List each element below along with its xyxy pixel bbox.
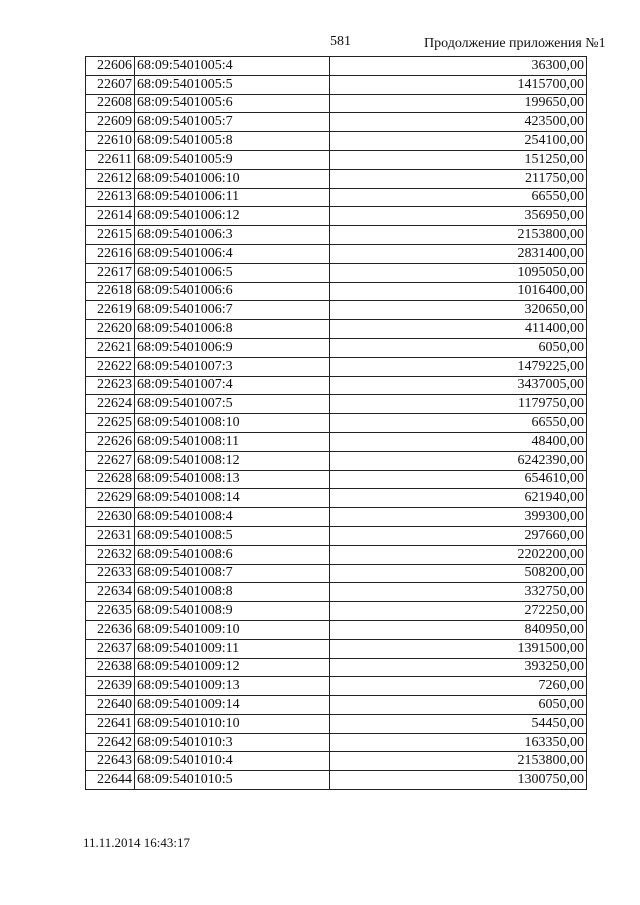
value-cell: 1300750,00 [330, 771, 587, 790]
cadastral-number-cell: 68:09:5401005:5 [135, 75, 330, 94]
value-cell: 2202200,00 [330, 545, 587, 564]
cadastral-number-cell: 68:09:5401008:5 [135, 526, 330, 545]
table-row [86, 639, 587, 658]
table-row [86, 752, 587, 771]
table-row [86, 602, 587, 621]
cadastral-number-cell: 68:09:5401009:12 [135, 658, 330, 677]
row-number-cell: 22635 [86, 602, 135, 621]
value-cell: 393250,00 [330, 658, 587, 677]
row-number-cell: 22634 [86, 583, 135, 602]
row-number-cell: 22629 [86, 489, 135, 508]
cadastral-number-cell: 68:09:5401006:6 [135, 282, 330, 301]
table-row [86, 301, 587, 320]
row-number-cell: 22620 [86, 320, 135, 339]
row-number-cell: 22612 [86, 169, 135, 188]
table-row [86, 357, 587, 376]
table-row [86, 207, 587, 226]
page-number: 581 [330, 34, 351, 49]
row-number-cell: 22614 [86, 207, 135, 226]
table-row [86, 282, 587, 301]
table-row [86, 545, 587, 564]
row-number-cell: 22631 [86, 526, 135, 545]
row-number-cell: 22632 [86, 545, 135, 564]
cadastral-number-cell: 68:09:5401009:10 [135, 620, 330, 639]
cadastral-number-cell: 68:09:5401006:7 [135, 301, 330, 320]
value-cell: 1415700,00 [330, 75, 587, 94]
row-number-cell: 22625 [86, 414, 135, 433]
value-cell: 411400,00 [330, 320, 587, 339]
table-row [86, 677, 587, 696]
value-cell: 3437005,00 [330, 376, 587, 395]
row-number-cell: 22611 [86, 150, 135, 169]
cadastral-number-cell: 68:09:5401008:14 [135, 489, 330, 508]
table-row [86, 75, 587, 94]
row-number-cell: 22633 [86, 564, 135, 583]
table-row [86, 94, 587, 113]
table-row [86, 414, 587, 433]
cadastral-number-cell: 68:09:5401009:13 [135, 677, 330, 696]
cadastral-number-cell: 68:09:5401008:6 [135, 545, 330, 564]
value-cell: 1391500,00 [330, 639, 587, 658]
cadastral-number-cell: 68:09:5401005:9 [135, 150, 330, 169]
value-cell: 2153800,00 [330, 226, 587, 245]
row-number-cell: 22616 [86, 244, 135, 263]
row-number-cell: 22610 [86, 132, 135, 151]
value-cell: 2153800,00 [330, 752, 587, 771]
cadastral-number-cell: 68:09:5401009:11 [135, 639, 330, 658]
value-cell: 6050,00 [330, 338, 587, 357]
table-row [86, 733, 587, 752]
row-number-cell: 22637 [86, 639, 135, 658]
cadastral-number-cell: 68:09:5401010:5 [135, 771, 330, 790]
cadastral-number-cell: 68:09:5401010:4 [135, 752, 330, 771]
cadastral-number-cell: 68:09:5401008:9 [135, 602, 330, 621]
cadastral-number-cell: 68:09:5401006:3 [135, 226, 330, 245]
row-number-cell: 22630 [86, 508, 135, 527]
row-number-cell: 22615 [86, 226, 135, 245]
value-cell: 1016400,00 [330, 282, 587, 301]
row-number-cell: 22626 [86, 432, 135, 451]
table-row [86, 526, 587, 545]
row-number-cell: 22642 [86, 733, 135, 752]
table-row [86, 714, 587, 733]
cadastral-number-cell: 68:09:5401007:3 [135, 357, 330, 376]
cadastral-number-cell: 68:09:5401006:11 [135, 188, 330, 207]
table-row [86, 169, 587, 188]
row-number-cell: 22623 [86, 376, 135, 395]
value-cell: 272250,00 [330, 602, 587, 621]
row-number-cell: 22609 [86, 113, 135, 132]
table-row [86, 376, 587, 395]
row-number-cell: 22641 [86, 714, 135, 733]
cadastral-number-cell: 68:09:5401007:5 [135, 395, 330, 414]
row-number-cell: 22621 [86, 338, 135, 357]
table-row [86, 188, 587, 207]
cadastral-number-cell: 68:09:5401005:8 [135, 132, 330, 151]
cadastral-number-cell: 68:09:5401008:13 [135, 470, 330, 489]
row-number-cell: 22624 [86, 395, 135, 414]
row-number-cell: 22644 [86, 771, 135, 790]
row-number-cell: 22607 [86, 75, 135, 94]
row-number-cell: 22617 [86, 263, 135, 282]
table-row [86, 113, 587, 132]
value-cell: 163350,00 [330, 733, 587, 752]
value-cell: 1479225,00 [330, 357, 587, 376]
value-cell: 1095050,00 [330, 263, 587, 282]
value-cell: 48400,00 [330, 432, 587, 451]
cadastral-number-cell: 68:09:5401006:10 [135, 169, 330, 188]
value-cell: 320650,00 [330, 301, 587, 320]
value-cell: 151250,00 [330, 150, 587, 169]
table-row [86, 583, 587, 602]
value-cell: 2831400,00 [330, 244, 587, 263]
table-row [86, 263, 587, 282]
row-number-cell: 22606 [86, 57, 135, 76]
cadastral-number-cell: 68:09:5401010:3 [135, 733, 330, 752]
cadastral-number-cell: 68:09:5401008:7 [135, 564, 330, 583]
value-cell: 254100,00 [330, 132, 587, 151]
value-cell: 423500,00 [330, 113, 587, 132]
value-cell: 840950,00 [330, 620, 587, 639]
table-row [86, 696, 587, 715]
cadastral-number-cell: 68:09:5401007:4 [135, 376, 330, 395]
print-timestamp: 11.11.2014 16:43:17 [83, 835, 191, 850]
row-number-cell: 22613 [86, 188, 135, 207]
value-cell: 1179750,00 [330, 395, 587, 414]
row-number-cell: 22619 [86, 301, 135, 320]
row-number-cell: 22618 [86, 282, 135, 301]
row-number-cell: 22643 [86, 752, 135, 771]
table-row [86, 451, 587, 470]
table-row [86, 470, 587, 489]
cadastral-number-cell: 68:09:5401006:4 [135, 244, 330, 263]
row-number-cell: 22636 [86, 620, 135, 639]
value-cell: 66550,00 [330, 414, 587, 433]
table-row [86, 320, 587, 339]
table-row [86, 57, 587, 76]
cadastral-number-cell: 68:09:5401008:4 [135, 508, 330, 527]
table-row [86, 620, 587, 639]
table-row [86, 338, 587, 357]
data-table [85, 56, 587, 790]
table-row [86, 564, 587, 583]
value-cell: 654610,00 [330, 470, 587, 489]
table-row [86, 244, 587, 263]
cadastral-number-cell: 68:09:5401008:11 [135, 432, 330, 451]
cadastral-number-cell: 68:09:5401006:8 [135, 320, 330, 339]
table-row [86, 432, 587, 451]
cadastral-number-cell: 68:09:5401006:5 [135, 263, 330, 282]
value-cell: 621940,00 [330, 489, 587, 508]
table-row [86, 508, 587, 527]
cadastral-number-cell: 68:09:5401006:9 [135, 338, 330, 357]
table-row [86, 226, 587, 245]
cadastral-number-cell: 68:09:5401005:7 [135, 113, 330, 132]
row-number-cell: 22622 [86, 357, 135, 376]
cadastral-number-cell: 68:09:5401008:10 [135, 414, 330, 433]
row-number-cell: 22628 [86, 470, 135, 489]
table-row [86, 395, 587, 414]
value-cell: 66550,00 [330, 188, 587, 207]
value-cell: 54450,00 [330, 714, 587, 733]
cadastral-number-cell: 68:09:5401005:4 [135, 57, 330, 76]
value-cell: 7260,00 [330, 677, 587, 696]
table-row [86, 132, 587, 151]
row-number-cell: 22608 [86, 94, 135, 113]
table-row [86, 489, 587, 508]
cadastral-number-cell: 68:09:5401010:10 [135, 714, 330, 733]
value-cell: 6050,00 [330, 696, 587, 715]
table-row [86, 150, 587, 169]
cadastral-number-cell: 68:09:5401006:12 [135, 207, 330, 226]
value-cell: 36300,00 [330, 57, 587, 76]
value-cell: 508200,00 [330, 564, 587, 583]
value-cell: 297660,00 [330, 526, 587, 545]
cadastral-number-cell: 68:09:5401008:12 [135, 451, 330, 470]
table-body [86, 57, 587, 790]
row-number-cell: 22627 [86, 451, 135, 470]
table-row [86, 771, 587, 790]
value-cell: 211750,00 [330, 169, 587, 188]
cadastral-number-cell: 68:09:5401008:8 [135, 583, 330, 602]
continuation-label: Продолжение приложения №1 [424, 36, 606, 51]
row-number-cell: 22640 [86, 696, 135, 715]
value-cell: 199650,00 [330, 94, 587, 113]
value-cell: 356950,00 [330, 207, 587, 226]
value-cell: 6242390,00 [330, 451, 587, 470]
value-cell: 399300,00 [330, 508, 587, 527]
cadastral-number-cell: 68:09:5401005:6 [135, 94, 330, 113]
row-number-cell: 22639 [86, 677, 135, 696]
value-cell: 332750,00 [330, 583, 587, 602]
cadastral-number-cell: 68:09:5401009:14 [135, 696, 330, 715]
row-number-cell: 22638 [86, 658, 135, 677]
table-row [86, 658, 587, 677]
